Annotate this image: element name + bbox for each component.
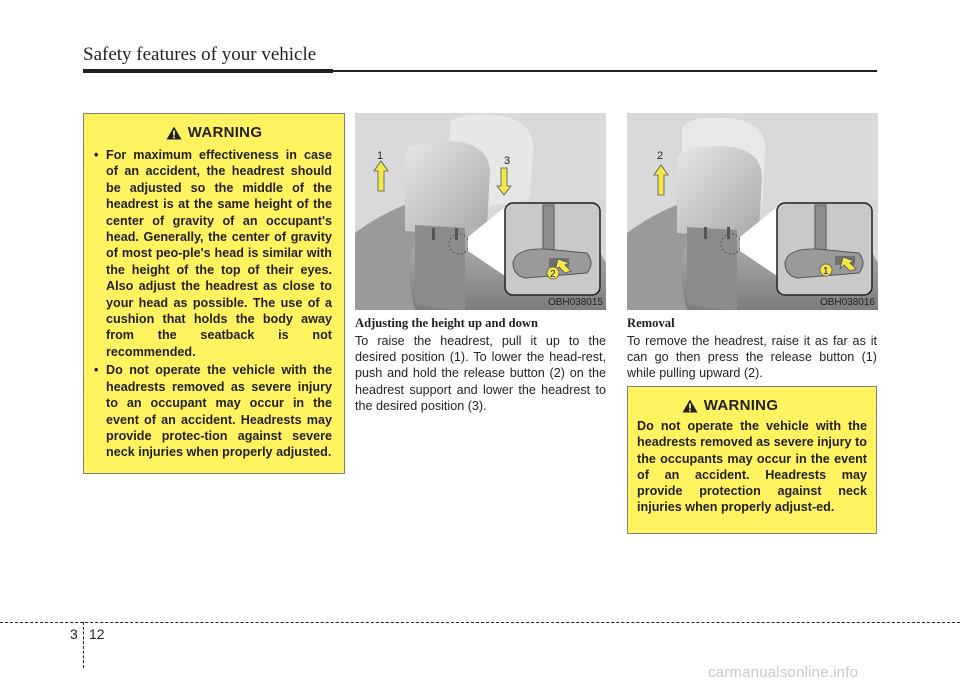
section-body-removal: To remove the headrest, raise it as far as it can go then press the release button (1) while pulling upward (2). (627, 334, 877, 381)
warning-heading (584, 397, 876, 414)
warning-list (84, 147, 344, 461)
bullet: • (94, 148, 99, 162)
label-2: 2 (550, 269, 556, 280)
figure-caption: OBH038016 (819, 297, 875, 308)
figure-caption: OBH038015 (547, 297, 603, 308)
bullet: • (94, 363, 99, 378)
header-rule-thin (333, 70, 877, 72)
watermark: carmanualsonline.info (708, 664, 859, 681)
warning-body: Do not operate the vehicle with the headrests removed as severe injury to the occupants may occur in the event of an accident. Headrests may provide protection against neck injuries when properly adjust-ed. (637, 419, 867, 515)
footer-divider (83, 622, 84, 668)
header-rule (83, 69, 333, 73)
warning-item (92, 147, 332, 360)
label-1: 1 (823, 266, 829, 277)
section-body-adjusting: To raise the headrest, pull it up to the desired position (1). To lower the head-rest, push and hold the release button (2) on the headrest support and lower the headrest to the desired position (3). (355, 334, 606, 413)
page-number: 12 (89, 626, 105, 642)
warning-box-headrest-adjust (83, 113, 345, 474)
warning-heading-text: WARNING (703, 397, 779, 414)
warning-item-text: Do not operate the vehicle with the headrests removed as severe injury to an occupant may occur in the event of an accident. Headrests may provide protec-tion against severe neck injuries when properly adjusted. (106, 363, 332, 460)
headrest-adjust-illustration (355, 113, 606, 310)
warning-triangle-icon (166, 126, 182, 140)
page-chapter: 3 (70, 626, 78, 642)
footer-rule (0, 622, 960, 623)
warning-item-text: For maximum effectiveness in case of an accident, the headrest should be adjusted so the middle of the headrest is at the same height of the center of gravity of an occupant's head. Generally, the center of gravity of most peo-ple's head is similar with the height of the top of their eyes. Also adjust the headrest as close to your head as possible. The use of a cushion that holds the body away from the seatback is not recommended. (106, 148, 332, 359)
headrest-remove-illustration (627, 113, 878, 310)
page-header-title: Safety features of your vehicle (83, 44, 317, 65)
warning-item (92, 362, 332, 460)
section-title-adjusting: Adjusting the height up and down (355, 316, 539, 330)
warning-triangle-icon (682, 399, 698, 413)
label-2: 2 (657, 150, 664, 162)
warning-heading-text: WARNING (187, 124, 263, 141)
warning-heading (84, 124, 344, 141)
label-1: 1 (377, 150, 384, 162)
label-3: 3 (504, 155, 511, 167)
section-title-removal: Removal (627, 316, 675, 330)
figure-headrest-adjust (355, 113, 606, 310)
figure-headrest-remove (627, 113, 878, 310)
warning-box-headrest-removal (627, 386, 877, 534)
